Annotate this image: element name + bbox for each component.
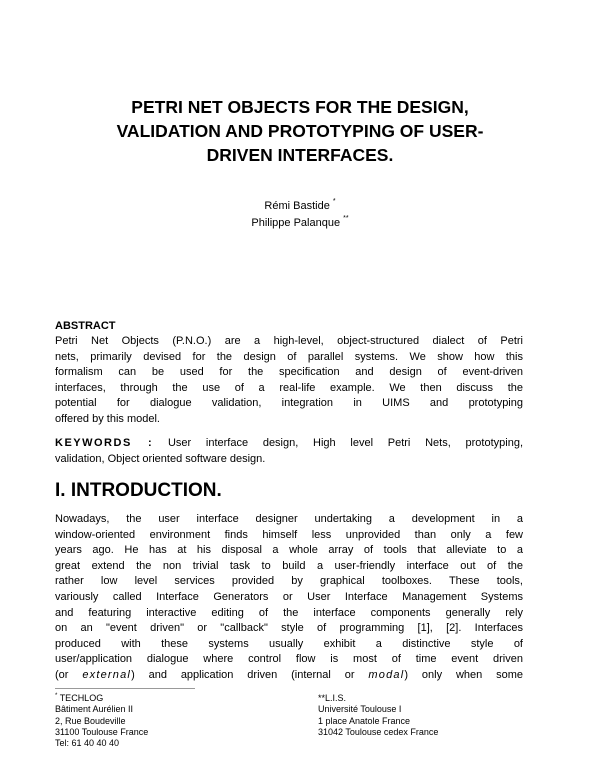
author-list (150, 198, 450, 232)
intro-line: great extend the non trivial task to build a user-friendly interface out of the (55, 559, 523, 572)
footnote-line: Université Toulouse I (318, 704, 402, 715)
author (150, 215, 450, 232)
footnote-label-line (55, 693, 255, 704)
footnote-affiliation-right (318, 693, 538, 738)
emphasis: modal (368, 668, 405, 681)
intro-line: user/application dialogue where control flow is most of time event driven (55, 653, 523, 666)
intro-line: rather low level services provided by graphical toolboxes. These tools, (55, 575, 523, 588)
keywords-paragraph (55, 436, 523, 467)
keywords-text: User interface design, High level Petri Nets, prototyping, (167, 437, 523, 449)
abstract-line: offered by this model. (55, 412, 160, 425)
author-name: Rémi Bastide (264, 200, 330, 212)
abstract-line: Petri Net Objects (P.N.O.) are a high-level, object-structured dialect of Petri (55, 335, 523, 347)
footnote-line: 1 place Anatole France (318, 715, 411, 726)
author-footnote-mark: ** (343, 215, 349, 222)
footnote-label: TECHLOG (59, 693, 104, 703)
abstract-line: formalism can be used for the specification and design of event-driven (55, 366, 523, 379)
author (150, 198, 450, 215)
abstract-body (55, 334, 523, 428)
intro-text: (or (55, 668, 83, 681)
footnote-affiliation-left (55, 693, 255, 749)
intro-line: on an "event driven" or "callback" style of programming [1], [2]. Interfaces (55, 622, 523, 635)
footnote-line: Bâtiment Aurélien II (55, 704, 134, 715)
author-name: Philippe Palanque (251, 217, 341, 229)
footnote-line: 31100 Toulouse France (55, 726, 149, 737)
keywords-label: KEYWORDS : (55, 437, 154, 449)
paper-title (100, 95, 500, 167)
title-line: PETRI NET OBJECTS FOR THE DESIGN, (131, 97, 469, 117)
intro-line: variously called Interface Generators or User Interface Management Systems (55, 590, 523, 603)
footnote-line-cut: Tel: 61 40 40 40 (55, 738, 120, 749)
section-heading: I. INTRODUCTION. (55, 480, 222, 501)
abstract-line: interfaces, through the use of a real-life example. We then discuss the (55, 381, 523, 394)
intro-line: Nowadays, the user interface designer undertaking a development in a (55, 513, 523, 525)
keywords-line (55, 436, 523, 452)
intro-line: window-oriented environment finds himself less unprovided than only a few (55, 528, 523, 541)
title-line: VALIDATION AND PROTOTYPING OF USER- (116, 121, 484, 141)
abstract-line: potential for dialogue validation, integration in UIMS and prototyping (55, 397, 523, 410)
author-footnote-mark: * (332, 198, 336, 205)
title-line: DRIVEN INTERFACES. (206, 145, 394, 165)
intro-line: produced with these systems usually exhibit a distinctive style of (55, 637, 523, 650)
abstract-heading: ABSTRACT (55, 320, 116, 332)
footnote-line: 2, Rue Boudeville (55, 715, 126, 726)
footnote-divider (55, 688, 195, 689)
intro-text: ) and application driven (internal or (131, 668, 369, 681)
intro-text: ) only when some (404, 668, 524, 681)
intro-line: years ago. He has at his disposal a whole array of tools that alleviate to a (55, 544, 523, 557)
abstract-line: nets, primarily devised for the design of parallel systems. We show how this (55, 350, 523, 363)
introduction-body (55, 512, 523, 684)
footnote-line: 31042 Toulouse cedex France (318, 726, 439, 737)
intro-line: and featuring interactive editing of the interface components generally rely (55, 606, 523, 619)
footnote-label: **L.I.S. (318, 693, 347, 703)
intro-line (55, 668, 523, 684)
keywords-line: validation, Object oriented software design. (55, 452, 266, 465)
footnote-mark: * (55, 693, 58, 699)
emphasis: external (82, 668, 132, 681)
